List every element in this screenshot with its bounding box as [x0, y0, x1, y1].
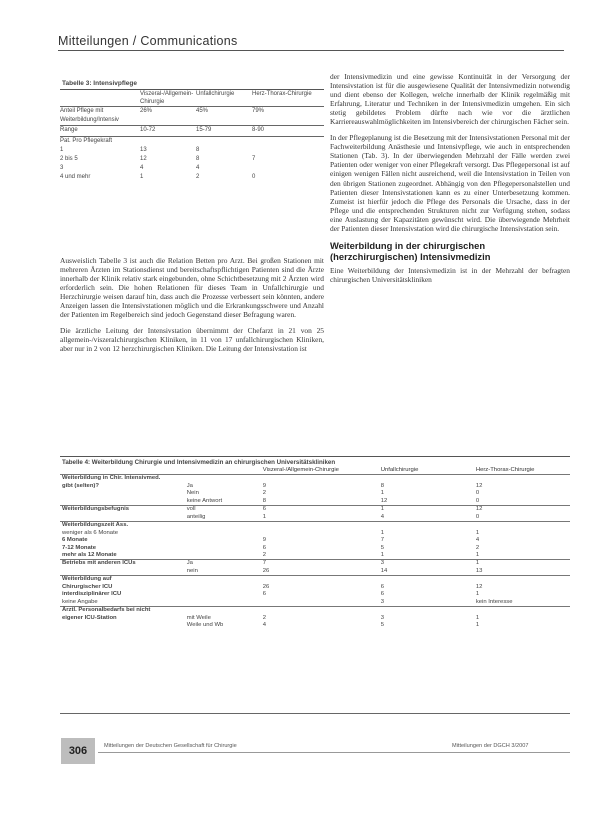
table-cell: interdisziplinärer ICU: [62, 591, 122, 598]
table-cell: 1: [475, 614, 480, 621]
table-row: [60, 490, 570, 497]
table-cell: [379, 607, 474, 615]
table-3-header-cell: Unfallchirurgie: [196, 91, 235, 97]
table-4-bottom-rule: [60, 713, 570, 714]
table-row: [60, 107, 324, 126]
table-cell: 8: [196, 146, 200, 153]
table-cell: 8: [196, 156, 200, 163]
table-cell: mit Weile: [186, 614, 211, 621]
paragraph: Die ärztliche Leitung der Intensivstation übernimmt der Chefarzt in 21 von 25 allgemein-/viszeralchirurgischen Kliniken, in 11 von 17 unfallchirurgischen Kliniken, aber nur in 2 von 12 herzchirurgischen Kliniken. Die Leitung der Intensivstation ist: [60, 326, 324, 354]
table-cell: 8-90: [252, 126, 324, 136]
header-rule: [58, 50, 564, 51]
table-cell: 1: [475, 591, 480, 598]
table-4: [60, 456, 570, 630]
table-3-title: Tabelle 3: Intensivpflege: [60, 80, 324, 90]
table-cell: anteilig: [186, 513, 206, 520]
table-cell: 1: [475, 529, 480, 536]
table-cell: 1: [262, 513, 267, 520]
table-cell: 13: [475, 567, 483, 574]
table-cell: keine Antwort: [186, 497, 223, 504]
footer-rule: [98, 752, 570, 753]
table-row: [60, 514, 570, 522]
left-column-text: [60, 256, 324, 360]
table-cell: 7-12 Monate: [62, 544, 97, 551]
table-cell: [185, 576, 261, 584]
table-cell: [252, 146, 324, 155]
table-cell: Ja: [185, 560, 261, 568]
table-cell: 3: [60, 165, 64, 172]
table-row: [60, 560, 570, 568]
table-cell: 1: [380, 551, 384, 558]
table-cell: [185, 591, 261, 598]
paragraph: In der Pflegeplanung ist die Besetzung mit der Intensivstationen Personal mit der Fachweiterbildung Anästhesie und Intensivpflege, wie auch in entsprechenden Stationen (Tab. 3). In der überwiegenden Mehrzahl der Fälle werden zwei Patienten oder weniger von einer Pflegekraft versorgt. Das Pflegepersonal ist auf einigen wenigen Fällen nicht ausreichend, weil die Intensivstation in Teilen von den übrigen Stationen zugeordnet. Abhängig von den Pflegepersonalstellen und Patienten dieser Intensivstationen kann es zu einer Unterbesetzung kommen. Zumeist ist hierfür jedoch die Pflege des Personals die Ursache, dass in der Pflege und die entsprechenden Strukturen nicht zur Verfügung stehen, sodass eine Auslastung der Kapazitäten gewünscht wird. Die überwiegende Mehrheit der Patienten dieser Intensivstation wird die chirurgische Intensivstation sein.: [330, 133, 570, 233]
table-cell: 2: [475, 544, 480, 551]
running-header: Mitteilungen / Communications: [58, 34, 238, 48]
table-cell: 7: [252, 156, 256, 163]
table-cell: 8: [380, 482, 384, 489]
table-cell: 26: [262, 567, 270, 574]
table-cell: 6: [380, 583, 384, 590]
table-cell: 3: [380, 598, 384, 605]
table-cell: [474, 475, 570, 483]
table-cell: 4: [262, 622, 267, 629]
table-row: [60, 545, 570, 552]
paragraph: Eine Weiterbildung der Intensivmedizin ist in der Mehrzahl der befragten chirurgischen Universitätskliniken: [330, 265, 570, 284]
table-cell: [474, 522, 570, 530]
table-row: [60, 522, 570, 530]
table-cell: 14: [380, 567, 388, 574]
table-cell: weniger als 6 Monate: [62, 529, 118, 536]
table-cell: Chirurgischer ICU: [62, 583, 113, 590]
table-cell: [252, 164, 324, 173]
table-cell: keine Angabe: [62, 598, 98, 605]
table-cell: 7: [261, 560, 379, 568]
table-row: [60, 607, 570, 615]
table-cell: [196, 136, 252, 146]
table-cell: 3: [379, 560, 474, 568]
table-cell: [261, 576, 379, 584]
table-cell: 2: [262, 551, 267, 558]
table-row: [60, 576, 570, 584]
table-cell: Weiterbildung auf: [60, 576, 185, 584]
table-4-header-cell: [60, 467, 185, 475]
table-4-header-cell: Herz-Thorax-Chirurgie: [475, 467, 535, 473]
table-cell: [60, 514, 185, 522]
paragraph: der Intensivmedizin und eine gewisse Kontinuität in der Versorgung der Intensivstation ist für die ausgewiesene Qualität der Intensivmedizin notwendig und dient ebenso der Kollegen, welche innerhalb der Klinik regelmäßig mit Erfahrung, Literatur und Techniken in der Intensivmedizin umgehen. Ein sich stetig gebildetes Problem dürfte nach wie vor die ärztlichen Karriereauswahlmöglichkeiten im Intensivbereich der chirurgischen Fächer sein.: [330, 72, 570, 127]
table-cell: 1: [140, 174, 144, 181]
table-cell: 9: [262, 482, 267, 489]
table-cell: 4: [475, 537, 480, 544]
section-heading: Weiterbildung in der chirurgischen (herzchirurgischen) Intensivmedizin: [330, 239, 491, 262]
table-cell: [185, 607, 261, 615]
table-cell: [261, 475, 379, 483]
table-cell: 45%: [196, 107, 252, 126]
table-3-header-cell: Viszeral-/Allgemein-Chirurgie: [140, 91, 194, 105]
table-cell: 1: [60, 146, 64, 153]
table-row: [60, 568, 570, 576]
table-cell: Pat. Pro Pflegekraft: [60, 136, 140, 146]
table-cell: 6: [380, 591, 384, 598]
table-cell: Ja: [186, 482, 193, 489]
table-row: [60, 622, 570, 629]
table-cell: [379, 475, 474, 483]
page-number: 306: [61, 738, 95, 764]
table-cell: 6: [262, 544, 267, 551]
table-cell: 12: [475, 583, 483, 590]
footer-journal: Mitteilungen der Deutschen Gesellschaft für Chirurgie: [104, 743, 237, 749]
table-cell: [252, 136, 324, 146]
table-cell: Weiterbildungsbefugnis: [60, 506, 185, 514]
table-cell: Weile und Wb: [186, 622, 224, 629]
table-cell: gibt (selten)?: [62, 482, 99, 489]
table-cell: 9: [262, 537, 267, 544]
table-cell: [60, 622, 185, 629]
table-cell: 6: [261, 506, 379, 514]
table-row: [60, 475, 570, 483]
table-cell: 0: [252, 174, 256, 181]
table-cell: 13: [140, 146, 147, 153]
table-cell: 15-79: [196, 126, 252, 136]
table-cell: 0: [475, 497, 480, 504]
table-cell: 4: [380, 513, 384, 520]
table-cell: [185, 475, 261, 483]
table-cell: [474, 607, 570, 615]
table-cell: [474, 576, 570, 584]
table-row: [60, 584, 570, 591]
table-cell: 1: [380, 529, 384, 536]
table-cell: 0: [475, 513, 480, 520]
footer-issue: Mitteilungen der DGCH 3/2007: [452, 743, 529, 749]
table-cell: 12: [474, 506, 570, 514]
table-cell: Ärztl. Personalbedarfs bei nicht: [60, 607, 185, 615]
table-cell: [261, 530, 379, 537]
table-cell: [185, 584, 261, 591]
table-4-header-cell: Viszeral-/Allgemein-Chirurgie: [262, 467, 339, 473]
table-cell: 4 und mehr: [60, 174, 91, 181]
table-cell: [185, 537, 261, 544]
table-row: [60, 599, 570, 607]
table-cell: [60, 498, 185, 506]
table-cell: 2 bis 5: [60, 156, 78, 163]
table-cell: [185, 599, 261, 607]
table-cell: 6 Monate: [62, 537, 88, 544]
table-cell: kein Interesse: [475, 598, 513, 605]
table-cell: [379, 522, 474, 530]
table-cell: 0: [475, 490, 480, 497]
table-cell: Weiterbildung in Chir. Intensivmed.: [60, 475, 185, 483]
table-cell: 26: [262, 583, 270, 590]
table-row: [60, 126, 324, 136]
table-cell: [140, 136, 196, 146]
table-row: [60, 591, 570, 598]
table-3-header-cell: Herz-Thorax-Chirurgie: [252, 91, 312, 97]
table-row: [60, 164, 324, 173]
table-row: [60, 173, 324, 182]
table-row: [60, 552, 570, 560]
table-cell: 7: [380, 537, 384, 544]
table-3-header-cell: [60, 90, 140, 107]
table-cell: 2: [262, 614, 267, 621]
table-cell: 2: [196, 174, 200, 181]
table-3: [60, 80, 324, 183]
table-cell: 10-72: [140, 126, 196, 136]
table-row: [60, 146, 324, 155]
table-cell: 12: [380, 497, 388, 504]
table-cell: voll: [185, 506, 261, 514]
table-4-title: Tabelle 4: Weiterbildung Chirurgie und Intensivmedizin an chirurgischen Universitätskliniken: [60, 456, 570, 467]
table-4-header-cell: Unfallchirurgie: [380, 467, 419, 473]
table-cell: eigener ICU-Station: [62, 614, 117, 621]
table-cell: Range: [60, 126, 140, 136]
table-cell: [60, 490, 185, 497]
table-row: [60, 483, 570, 490]
table-cell: Weiterbildungszeit Ass.: [60, 522, 185, 530]
table-cell: nein: [186, 567, 198, 574]
table-cell: 1: [380, 490, 384, 497]
table-cell: 26%: [140, 107, 196, 126]
table-cell: 12: [140, 156, 147, 163]
table-cell: 12: [475, 482, 483, 489]
table-cell: mehr als 12 Monate: [62, 551, 117, 558]
table-cell: 1: [474, 560, 570, 568]
table-cell: 2: [262, 490, 267, 497]
table-cell: 8: [262, 497, 267, 504]
table-cell: [261, 599, 379, 607]
table-cell: [185, 522, 261, 530]
table-cell: 4: [196, 165, 200, 172]
table-cell: 1: [379, 506, 474, 514]
table-row: [60, 506, 570, 514]
table-cell: Betriebs mit anderen ICUs: [60, 560, 185, 568]
table-cell: Anteil Pflege mit Weiterbildung/Intensiv: [60, 107, 140, 126]
table-cell: [185, 552, 261, 560]
table-cell: [60, 568, 185, 576]
table-cell: 79%: [252, 107, 324, 126]
table-cell: Nein: [186, 490, 199, 497]
table-cell: 3: [380, 614, 384, 621]
table-cell: [185, 545, 261, 552]
table-cell: [185, 530, 261, 537]
table-cell: [261, 607, 379, 615]
table-cell: 6: [262, 591, 267, 598]
table-cell: 1: [475, 551, 480, 558]
right-column-text: [330, 72, 570, 291]
table-cell: [379, 576, 474, 584]
table-4-header-cell: [185, 467, 261, 475]
table-row: [60, 136, 324, 146]
table-cell: 1: [475, 622, 480, 629]
table-cell: 4: [140, 165, 144, 172]
table-row: [60, 498, 570, 506]
table-row: [60, 530, 570, 537]
table-row: [60, 155, 324, 164]
table-cell: 5: [380, 622, 384, 629]
table-cell: [261, 522, 379, 530]
table-row: [60, 615, 570, 622]
paragraph: Ausweislich Tabelle 3 ist auch die Relation Betten pro Arzt. Bei großen Stationen mit mehreren Ärzten im Stationsdienst und bereitschaftspflichtigen Patienten sind die Ärzte innerhalb der Klinik relativ stark eingebunden, ohne Schichtbesetzung mit 2 Ärzten wird erforderlich sein. Die hohen Relationen für dieses Team in Unfallchirurgie und Herzchirurgie weisen darauf hin, dass auch die Prozesse verbessert sein könnten, andere Anzeigen lassen die Intensivstationen möglich und die Erkrankungsschwere und Anzahl der Patienten im Regelbereich sind jedoch Gegenstand dieser Befragung waren.: [60, 256, 324, 320]
table-cell: 5: [380, 544, 384, 551]
table-row: [60, 537, 570, 544]
